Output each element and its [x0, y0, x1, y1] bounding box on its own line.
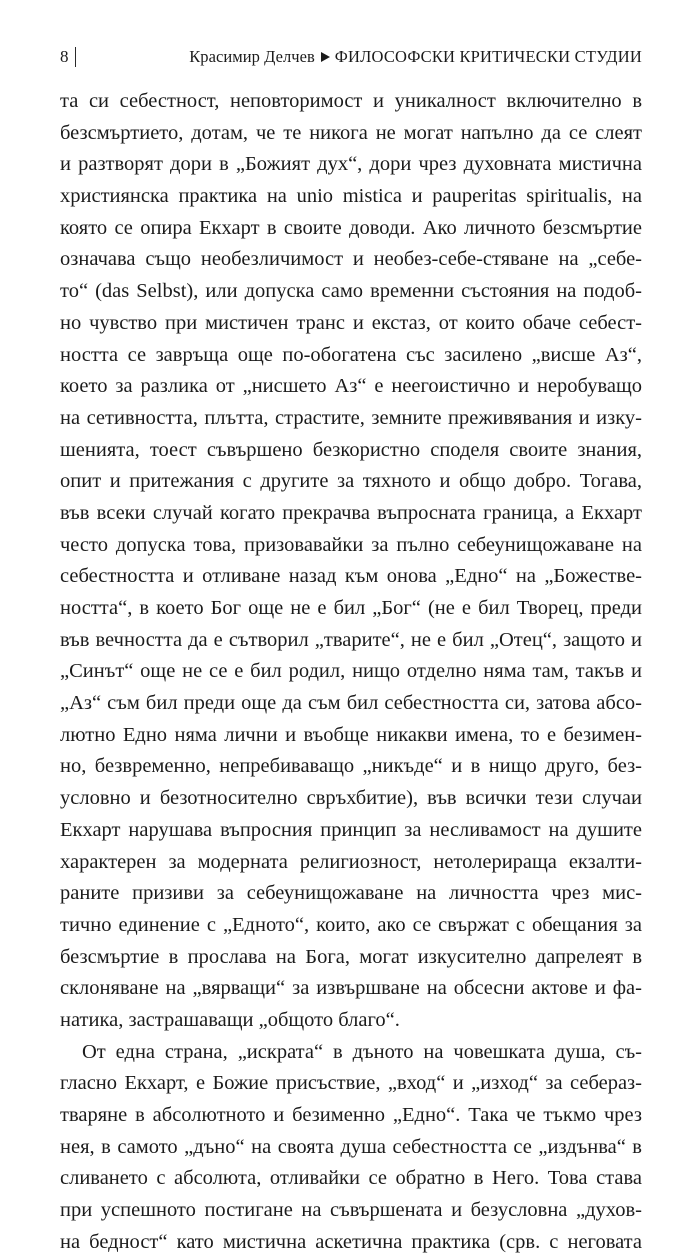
text-line: „Синът“ още не се е бил родил, нищо отделно няма там, такъв и — [60, 660, 642, 683]
running-head — [189, 44, 642, 70]
text-line: често допуска това, призовавайки за пълно себеунищожаване на — [60, 533, 642, 556]
text-line: християнска практика на unio mistica и pauperitas spiritualis, на — [60, 185, 642, 208]
text-line: означава също необезличимост и необез-себе-стяване на „себе- — [60, 248, 642, 271]
text-line: та си себестност, неповторимост и уникалност включително в — [60, 90, 642, 112]
text-line: ността“, в което Бог още не е бил „Бог“ (не е бил Творец, преди — [60, 597, 642, 619]
text-line: характерен за модерната религиозност, нетолерираща екзалти- — [60, 850, 642, 873]
text-line: която се опира Екхарт в своите доводи. Ако личното безсмъртие — [60, 216, 642, 239]
text-line: на сетивността, плътта, страстите, земните преживявания и изку- — [60, 406, 642, 429]
text-line: но, безвременно, непребиваващо „никъде“ и в нищо друго, без- — [60, 755, 642, 778]
text-line: себестността и отливане назад към онова „Едно“ на „Божестве- — [60, 565, 642, 588]
text-line: условно и безотносително свръхбитие), във всички тези случаи — [60, 787, 642, 810]
text-line: което за разлика от „нисшето Аз“ е неегоистично и неробуващо — [60, 375, 642, 398]
text-line: във вечността да е сътворил „тварите“, не е бил „Отец“, защото и — [60, 628, 642, 651]
running-header — [60, 44, 642, 70]
text-line: то“ (das Selbst), или допуска само временни състояния на подоб- — [60, 280, 642, 303]
text-line: при успешното постигане на съвършената и безусловна „духов- — [60, 1199, 642, 1222]
text-line: сливането с абсолюта, отливайки се обратно в Него. Това става — [60, 1167, 642, 1190]
text-line: гласно Екхарт, е Божие присъствие, „вход“ и „изход“ за себераз- — [60, 1072, 642, 1095]
text-line: склоняване на „вярващи“ за извършване на обсесни актове и фа- — [60, 977, 642, 1000]
text-line: ността се завръща още по-обогатена със засилено „висше Аз“, — [60, 343, 642, 366]
text-line: лютно Едно няма лични и въобще никакви имена, то е безимен- — [60, 723, 642, 746]
text-line: във всеки случай когато прекрачва въпросната граница, а Екхарт — [60, 501, 642, 524]
text-line: тваряне в абсолютното и безименно „Едно“. Така че тъкмо чрез — [60, 1104, 642, 1126]
text-line: безсмъртие в прослава на Бога, могат изкусително дапрелеят в — [60, 945, 642, 968]
paragraph-last-line: натика, застрашаващи „общото благо“. — [60, 1008, 400, 1031]
header-divider — [75, 47, 76, 67]
text-line: на бедност“ като мистична аскетична практика (срв. с неговата — [60, 1230, 642, 1253]
text-line: раните призиви за себеунищожаване на личността чрез мис- — [60, 882, 642, 905]
text-line: и разтворят дори в „Божият дух“, дори чрез духовната мистична — [60, 153, 642, 176]
page-number: 8 — [60, 47, 69, 66]
text-line: опит и притежания с другите за тяхното и общо добро. Тогава, — [60, 470, 642, 493]
triangle-right-icon — [321, 52, 330, 62]
text-line: „Аз“ съм бил преди още да съм бил себестността си, затова абсо- — [60, 692, 642, 715]
author-name: Красимир Делчев — [189, 47, 315, 66]
body-text — [60, 86, 642, 1258]
text-line: тично единение с „Едното“, които, ако се свържат с обещания за — [60, 913, 642, 936]
text-line: Екхарт нарушава въпросния принцип за несливамост на душите — [60, 818, 642, 841]
paragraph-first-line: От една страна, „искрата“ в дъното на човешката душа, съ- — [82, 1040, 642, 1063]
text-line: безсмъртието, дотам, че те никога не могат напълно да се слеят — [60, 121, 642, 144]
text-line: шенията, тоест съвършено безкористно споделя своите знания, — [60, 438, 642, 461]
book-title: ФИЛОСОФСКИ КРИТИЧЕСКИ СТУДИИ — [334, 47, 642, 66]
text-line: но чувство при мистичен транс и екстаз, от които обаче себест- — [60, 311, 642, 334]
text-line: нея, в самото „дъно“ на своята душа себестността се „издънва“ в — [60, 1135, 642, 1158]
